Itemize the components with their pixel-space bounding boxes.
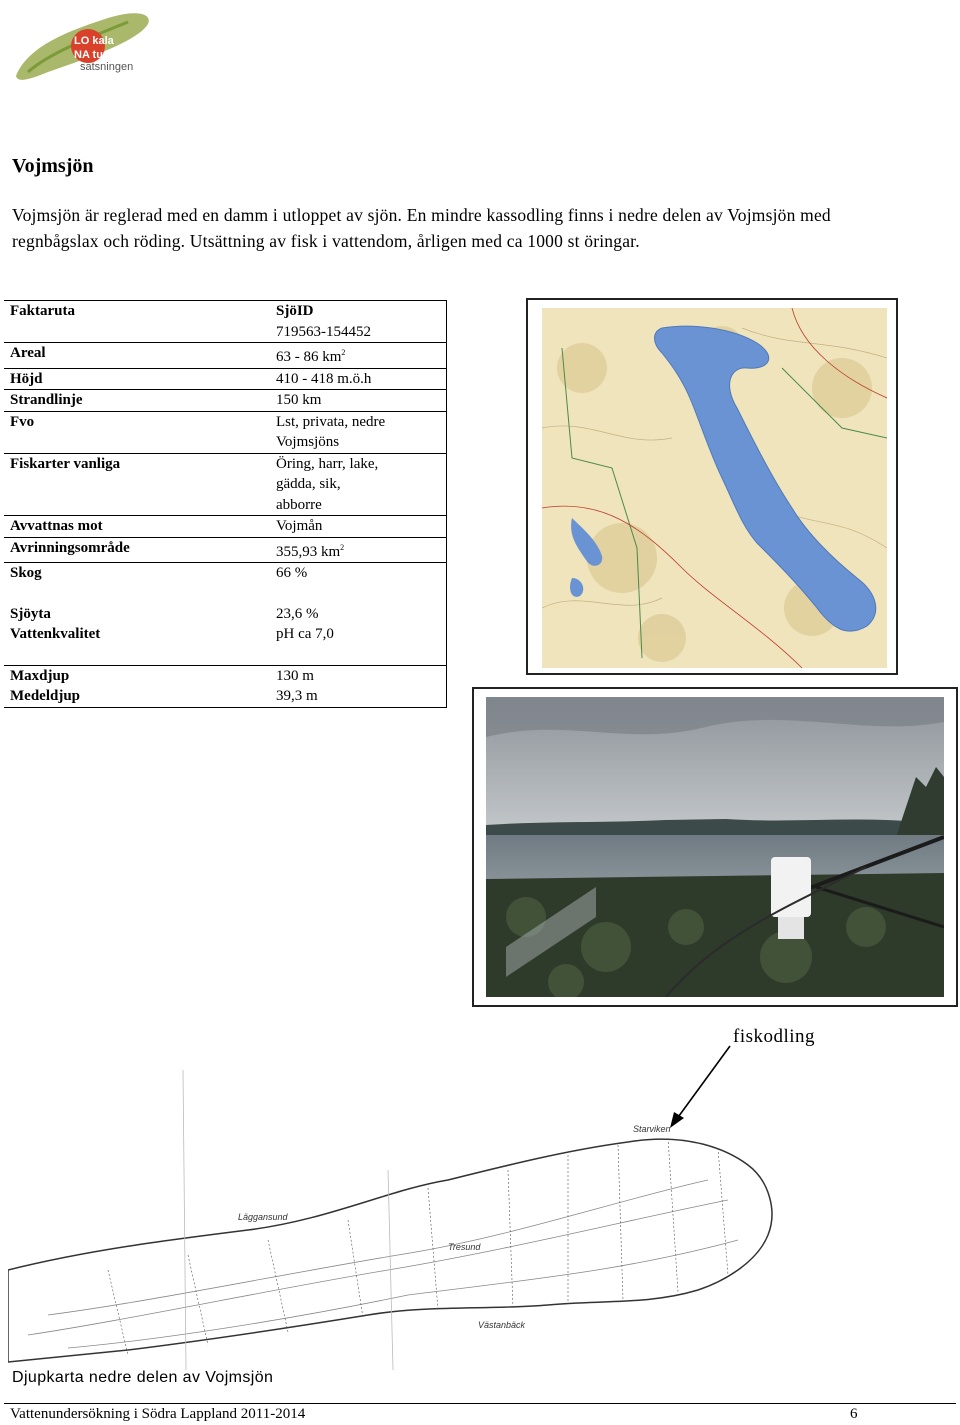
- logo-line2: NA turvårds: [74, 49, 137, 61]
- fish-farm-photo: [486, 697, 944, 997]
- fact-row-areal: [4, 343, 447, 369]
- lona-logo: [8, 6, 158, 86]
- fact-value: 39,3 m: [276, 688, 318, 704]
- fact-row-medeldjup: [4, 686, 447, 707]
- fact-row-avrinning: [4, 537, 447, 563]
- fact-label: Areal: [10, 345, 46, 361]
- fact-header-value-1: SjöID: [276, 303, 314, 319]
- footer-text: Vattenundersökning i Södra Lappland 2011-2014: [10, 1406, 306, 1422]
- fact-value: Öring, harr, lake, gädda, sik, abborre: [276, 455, 379, 513]
- fact-label: Vattenkvalitet: [10, 626, 101, 642]
- photo-caption: fiskodling: [733, 1026, 816, 1047]
- depth-map: [8, 1070, 948, 1370]
- fact-row-avvattnas: [4, 516, 447, 538]
- fact-header-label: Faktaruta: [10, 303, 75, 319]
- depth-map-caption: Djupkarta nedre delen av Vojmsjön: [12, 1369, 274, 1386]
- fact-row-fvo: [4, 411, 447, 453]
- fact-label: Strandlinje: [10, 392, 83, 408]
- fish-farm-photo-frame: [472, 687, 958, 1007]
- fact-label: Maxdjup: [10, 667, 70, 684]
- fact-sup: 2: [341, 348, 346, 357]
- fact-value: 130 m: [276, 667, 314, 684]
- fact-value: 23,6 %: [276, 605, 319, 622]
- fact-sup: 2: [340, 542, 345, 552]
- fact-row-hojd: [4, 368, 447, 390]
- fact-header-value-2: 719563-154452: [276, 323, 371, 340]
- fact-label: Sjöyta: [10, 605, 51, 622]
- fact-row-skog: [4, 563, 447, 584]
- fact-label: Skog: [10, 565, 42, 581]
- fact-row-strandlinje: [4, 390, 447, 412]
- fact-label: Höjd: [10, 370, 43, 387]
- footer-divider: [4, 1403, 956, 1404]
- fact-value: pH ca 7,0: [276, 626, 334, 642]
- map-label-starviken: Starviken: [633, 1124, 671, 1134]
- fact-value: Vojmån: [276, 518, 323, 534]
- fact-value: 410 - 418 m.ö.h: [276, 370, 372, 387]
- fact-row-sjoyta: [4, 604, 447, 625]
- fact-value: Lst, privata, nedre Vojmsjöns: [276, 413, 386, 450]
- fact-table: [4, 300, 447, 708]
- page-title: Vojmsjön: [12, 155, 94, 177]
- fact-label: Fvo: [10, 413, 35, 430]
- fact-label: Avrinningsområde: [10, 539, 130, 556]
- intro-paragraph: Vojmsjön är reglerad med en damm i utloppet av sjön. En mindre kassodling finns i nedre delen av Vojmsjön med regnbågslax och röding. Utsättning av fisk i vattendom, årligen med ca 1000 st öringar.: [12, 205, 831, 251]
- fact-header-row: [4, 301, 447, 343]
- fact-row-maxdjup: [4, 665, 447, 686]
- fact-label: Fiskarter vanliga: [10, 455, 121, 472]
- fact-row-vattenkvalitet: [4, 624, 447, 645]
- fact-value: 66 %: [276, 565, 308, 581]
- fact-value: 150 km: [276, 392, 322, 408]
- fact-label: Avvattnas mot: [10, 518, 103, 534]
- map-label-laggansund: Läggansund: [238, 1212, 288, 1222]
- lake-map: [542, 308, 887, 668]
- map-label-vastanback: Västanbäck: [478, 1320, 526, 1330]
- fact-row-fiskarter: [4, 453, 447, 516]
- fact-value: 355,93 km: [276, 543, 341, 560]
- map-label-tresund: Tresund: [448, 1242, 481, 1252]
- fact-label: Medeldjup: [10, 688, 81, 704]
- fact-value: 63 - 86 km: [276, 349, 342, 365]
- lake-map-frame: [526, 298, 898, 675]
- logo-line3: satsningen: [80, 61, 134, 73]
- logo-line1: LO kala: [74, 35, 114, 47]
- page-number: 6: [850, 1406, 858, 1422]
